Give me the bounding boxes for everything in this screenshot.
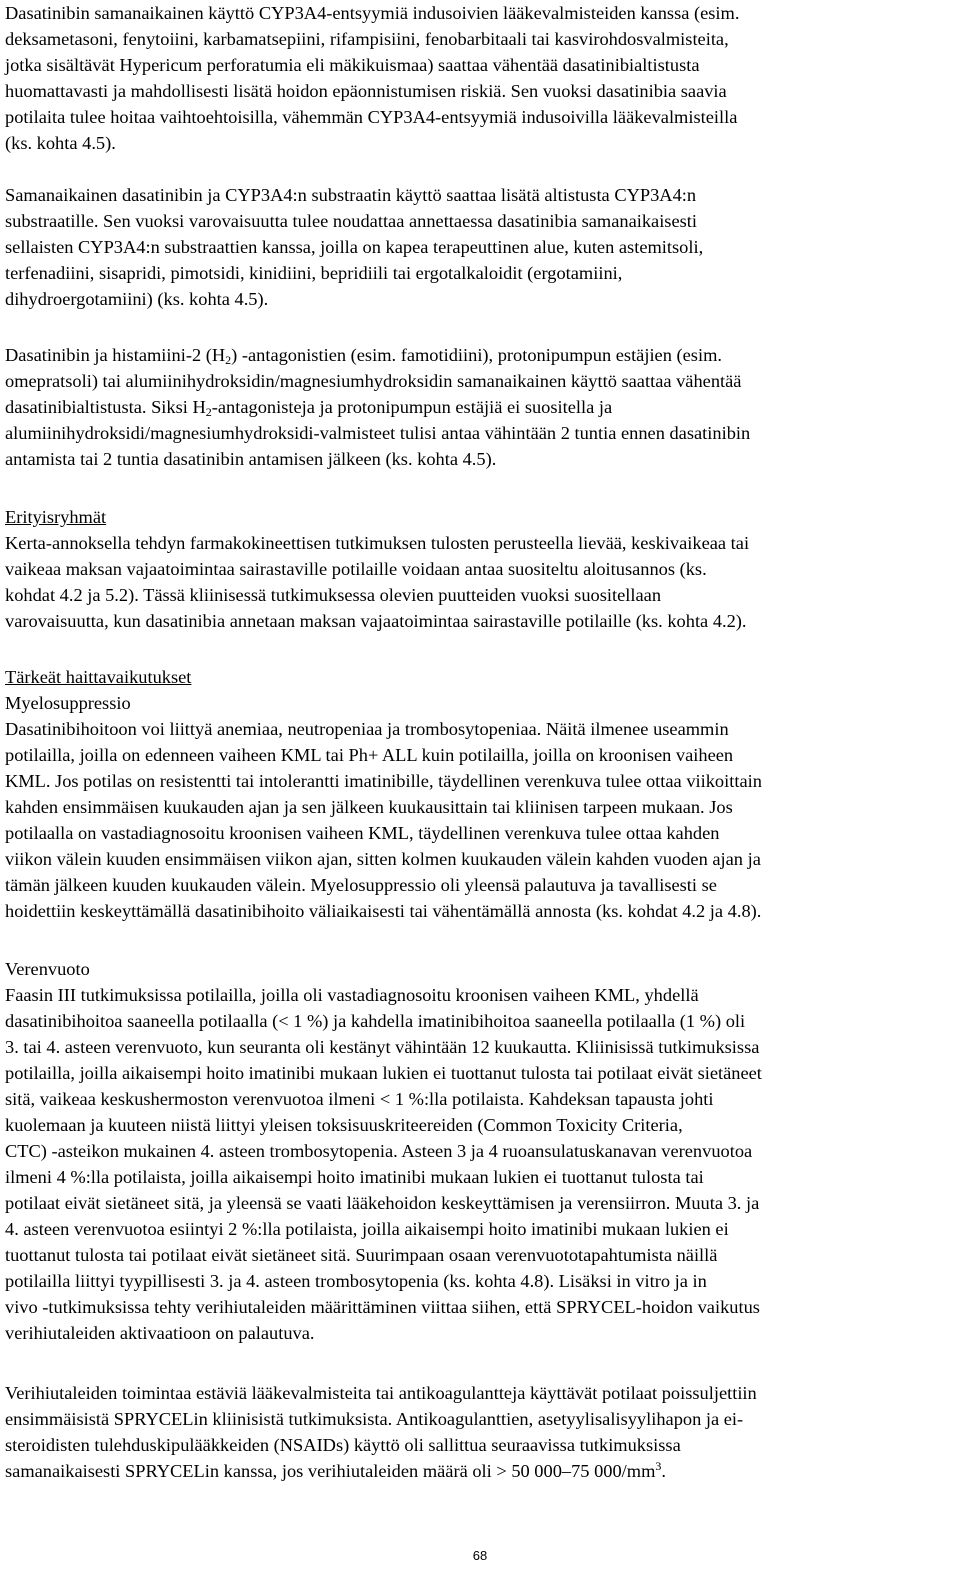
text-line: Dasatinibin ja histamiini-2 $(H_2)$ -antagonistien (esim. famotidiini), protonipumpun estäjien (esim. xyxy=(5,345,722,367)
text-line: Faasin III tutkimuksissa potilailla, joilla oli vastadiagnosoitu kroonisen vaiheen KML, yhdellä xyxy=(5,985,699,1005)
text-line: huomattavasti ja mahdollisesti lisätä hoidon epäonnistumisen riskiä. Sen vuoksi dasatinibia saavia xyxy=(5,81,727,101)
text-line: ensimmäisistä SPRYCELin kliinisistä tutkimuksista. Antikoagulanttien, asetyylisalisyylihapon ja ei- xyxy=(5,1409,744,1429)
text-line: dasatinibihoitoa saaneella potilaalla (< 1 %) ja kahdella imatinibihoitoa saaneella potilaalla (1 %) oli xyxy=(5,1011,746,1031)
paragraph-cyp3a4-substrates xyxy=(5,182,955,312)
text-line: potilaalla on vastadiagnosoitu kroonisen vaiheen KML, täydellinen verenkuva tulee ottaa kahden xyxy=(5,823,720,843)
text-line: (ks. kohta 4.5). xyxy=(5,133,116,153)
text-line: sitä, vaikeaa keskushermoston verenvuotoa ilmeni < 1 %:lla potilaista. Kahdeksan tapausta johti xyxy=(5,1089,714,1109)
text-line: potilaita tulee hoitaa vaihtoehtoisilla, vähemmän CYP3A4-entsyymiä indusoivilla lääkevalmisteilla xyxy=(5,107,738,127)
text-line: ilmeni 4 %:lla potilaista, joilla aikaisempi hoito imatinibi mukaan lukien ei tuottanut tulosta tai xyxy=(5,1167,704,1187)
text-line: Samanaikainen dasatinibin ja CYP3A4:n substraatin käyttö saattaa lisätä altistusta CYP3A4:n xyxy=(5,185,697,205)
subsection-heading: Verenvuoto xyxy=(5,959,90,979)
text-line: jotka sisältävät Hypericum perforatumia eli mäkikuismaa) saattaa vähentää dasatinibialtistusta xyxy=(5,55,700,75)
text-line: viikon välein kuuden ensimmäisen viikon ajan, sitten kolmen kuukauden välein kahden vuoden ajan ja xyxy=(5,849,761,869)
text-line: 3. tai 4. asteen verenvuoto, kun seuranta oli kestänyt vähintään 12 kuukautta. Kliinisissä tutkimuksissa xyxy=(5,1037,760,1057)
text-line: deksametasoni, fenytoiini, karbamatsepiini, rifampisiini, fenobarbitaali tai kasvirohdosvalmisteita, xyxy=(5,29,729,49)
text-line: potilailla, joilla on edenneen vaiheen KML tai Ph+ ALL kuin potilailla, joilla on kroonisen vaiheen xyxy=(5,745,734,765)
text-line: alumiinihydroksidi/magnesiumhydroksidi-valmisteet tulisi antaa vähintään 2 tuntia ennen dasatinibin xyxy=(5,423,751,443)
text-line: vivo -tutkimuksissa tehty verihiutaleiden määrittäminen viittaa siihen, että SPRYCEL-hoidon vaikutus xyxy=(5,1297,760,1317)
text-line: sellaisten CYP3A4:n substraattien kanssa, joilla on kapea terapeuttinen alue, kuten astemitsoli, xyxy=(5,237,704,257)
text-line: tuottanut tulosta tai potilaat eivät sietäneet sitä. Suurimpaan osaan verenvuototapahtumista näillä xyxy=(5,1245,718,1265)
text-line: tämän jälkeen kuuden kuukauden välein. Myelosuppressio oli yleensä palautuva ja tavallisesti se xyxy=(5,875,717,895)
text-line: varovaisuutta, kun dasatinibia annetaan maksan vajaatoimintaa sairastaville potilaille (ks. kohta 4.2). xyxy=(5,611,747,631)
section-important-adverse-reactions xyxy=(5,664,955,924)
text-line: KML. Jos potilas on resistentti tai intolerantti imatinibille, täydellinen verenkuva tulee ottaa viikoittain xyxy=(5,771,762,791)
text-line: vaikeaa maksan vajaatoimintaa sairastaville potilaille voidaan antaa suositeltu aloitusannos (ks. xyxy=(5,559,707,579)
text-line: kohdat 4.2 ja 5.2). Tässä kliinisessä tutkimuksessa olevien puutteiden vuoksi suositellaan xyxy=(5,585,662,605)
text-line: Dasatinibin samanaikainen käyttö CYP3A4-entsyymiä indusoivien lääkevalmisteiden kanssa (esim. xyxy=(5,3,740,23)
paragraph-cyp3a4-inducers xyxy=(5,0,955,156)
text-line: kuolemaan ja kuuteen niistä liittyi yleisen toksisuuskriteereiden (Common Toxicity Criteria, xyxy=(5,1115,683,1135)
text-line: antamista tai 2 tuntia dasatinibin antamisen jälkeen (ks. kohta 4.5). xyxy=(5,449,497,469)
text-line: dasatinibialtistusta. Siksi $H_2$-antagonisteja ja protonipumpun estäjiä ei suositella ja xyxy=(5,397,613,419)
text-line: steroidisten tulehduskipulääkkeiden (NSAIDs) käyttö oli sallittua seuraavissa tutkimuksissa xyxy=(5,1435,681,1455)
text-line: potilaat eivät sietäneet sitä, ja yleensä se vaati lääkehoidon keskeyttämisen ja verensiirron. Muuta 3. ja xyxy=(5,1193,760,1213)
text-line: potilailla liittyi tyypillisesti 3. ja 4. asteen trombosytopenia (ks. kohta 4.8). Lisäksi in vitro ja in xyxy=(5,1271,707,1291)
paragraph-platelet-inhibitors xyxy=(5,1380,955,1484)
text-line: 4. asteen verenvuotoa esiintyi 2 %:lla potilaista, joilla aikaisempi hoito imatinibi mukaan lukien ei xyxy=(5,1219,729,1239)
text-line: Kerta-annoksella tehdyn farmakokineettisen tutkimuksen tulosten perusteella lievää, keskivaikeaa tai xyxy=(5,533,750,553)
text-line: verihiutaleiden aktivaatioon on palautuva. xyxy=(5,1323,315,1343)
text-line: omepratsoli) tai alumiinihydroksidin/magnesiumhydroksidin samanaikainen käyttö saattaa vähentää xyxy=(5,371,742,391)
section-special-populations xyxy=(5,504,955,634)
text-line: kahden ensimmäisen kuukauden ajan ja sen jälkeen kuukausittain tai kliinisen tarpeen mukaan. Jos xyxy=(5,797,733,817)
section-heading: Erityisryhmät xyxy=(5,507,107,527)
text-line: dihydroergotamiini) (ks. kohta 4.5). xyxy=(5,289,269,309)
text-line: substraatille. Sen vuoksi varovaisuutta tulee noudattaa annettaessa dasatinibia samanaikaisesti xyxy=(5,211,698,231)
text-line: hoidettiin keskeyttämällä dasatinibihoito väliaikaisesti tai vähentämällä annosta (ks. kohdat 4.2 ja 4.8). xyxy=(5,901,762,921)
section-heading: Tärkeät haittavaikutukset xyxy=(5,667,192,687)
subsection-heading: Myelosuppressio xyxy=(5,693,131,713)
text-line: CTC) -asteikon mukainen 4. asteen trombosytopenia. Asteen 3 ja 4 ruoansulatuskanavan verenvuotoa xyxy=(5,1141,753,1161)
text-line: Dasatinibihoitoon voi liittyä anemiaa, neutropeniaa ja trombosytopeniaa. Näitä ilmenee useammin xyxy=(5,719,729,739)
section-bleeding xyxy=(5,956,955,1346)
text-line: potilailla, joilla aikaisempi hoito imatinibi mukaan lukien ei tuottanut tulosta tai potilaat eivät sietäneet xyxy=(5,1063,762,1083)
paragraph-h2-antagonists xyxy=(5,342,955,472)
page-number: 68 xyxy=(472,1548,488,1563)
text-line: Verihiutaleiden toimintaa estäviä lääkevalmisteita tai antikoagulantteja käyttävät potilaat poissuljettiin xyxy=(5,1383,757,1403)
text-line: samanaikaisesti SPRYCELin kanssa, jos verihiutaleiden määrä oli > 50 000–75 $000/mm^3$. xyxy=(5,1459,666,1481)
text-line: terfenadiini, sisapridi, pimotsidi, kinidiini, bepridiili tai ergotalkaloidit (ergotamiini, xyxy=(5,263,623,283)
